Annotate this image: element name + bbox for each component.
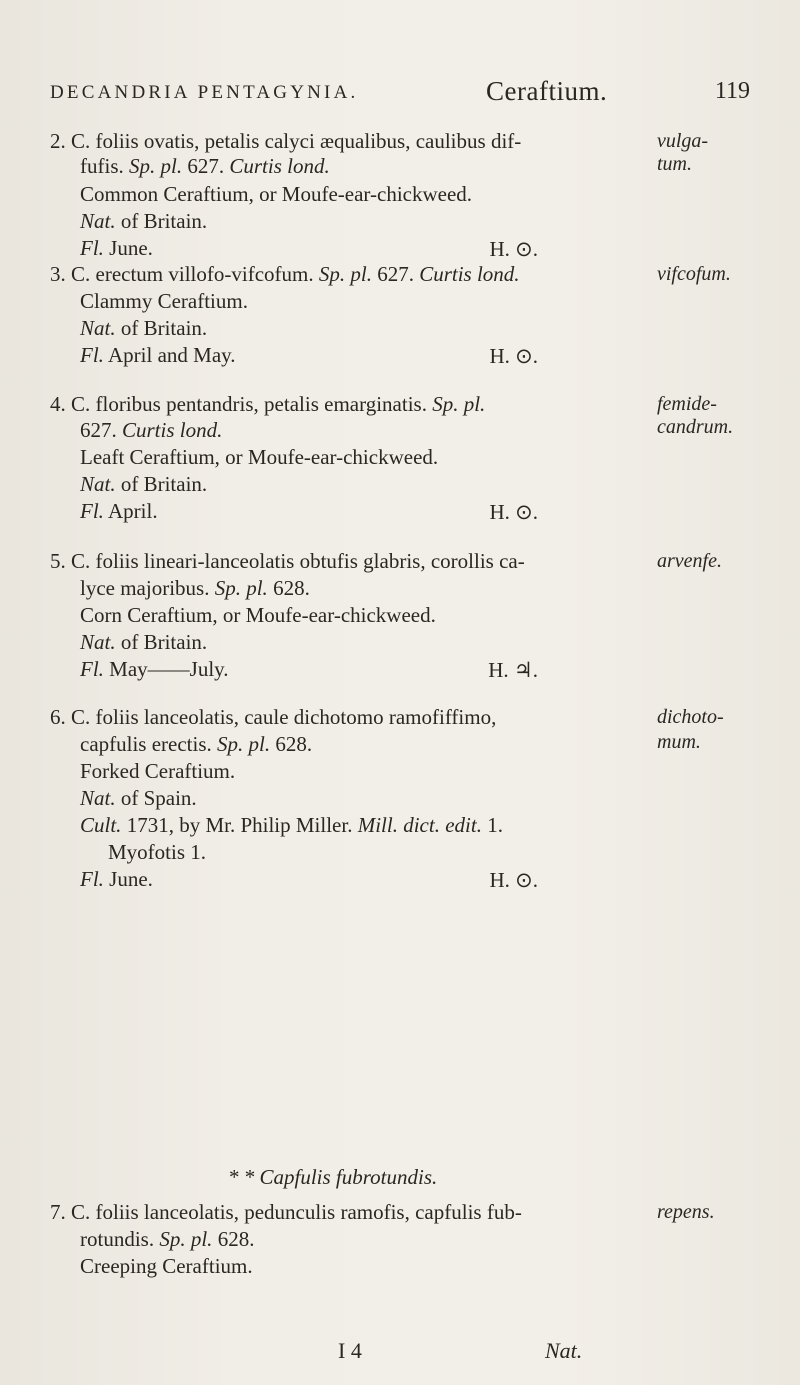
- habit-symbol: H. ⊙.: [489, 500, 538, 524]
- habit-symbol: H. ⊙.: [489, 344, 538, 368]
- entry-line: [80, 575, 310, 601]
- flowering-value: June.: [109, 867, 153, 891]
- native-value: of Britain.: [120, 472, 208, 496]
- cultivation-label: Cult.: [80, 813, 122, 837]
- entry-number: 7.: [50, 1200, 66, 1224]
- common-name: Common Ceraftium, or Moufe-ear-chickweed.: [80, 182, 473, 206]
- catchword: Nat.: [545, 1338, 583, 1363]
- cultivation-value: 1731, by Mr. Philip Miller.: [126, 813, 353, 837]
- species-epithet: candrum.: [657, 416, 734, 438]
- native-line: [80, 208, 207, 234]
- signature-mark: I 4: [338, 1338, 362, 1363]
- reference: Curtis lond.: [419, 262, 520, 286]
- native-line: [80, 785, 197, 811]
- species-epithet: tum.: [657, 153, 692, 175]
- reference: Sp. pl.: [159, 1227, 213, 1251]
- reference-number: 627.: [80, 418, 117, 442]
- native-value: of Britain.: [120, 316, 208, 340]
- synonym: Myofotis 1.: [108, 840, 207, 864]
- entry-line: [50, 391, 485, 417]
- diagnosis-text: capfulis erectis.: [80, 732, 212, 756]
- entry-line: [50, 261, 520, 287]
- flowering-value: May——July.: [109, 657, 229, 681]
- species-epithet: vulga-: [657, 130, 709, 152]
- flowering-line: [80, 498, 158, 524]
- common-name: Corn Ceraftium, or Moufe-ear-chickweed.: [80, 603, 436, 627]
- flowering-label: Fl.: [80, 867, 104, 891]
- native-label: Nat.: [80, 209, 116, 233]
- section-heading: * * Capfulis fubrotundis.: [228, 1165, 438, 1189]
- reference: Sp. pl.: [129, 154, 183, 178]
- reference-number: 1.: [487, 813, 503, 837]
- habit-symbol: H. ♃.: [488, 658, 538, 682]
- native-value: of Britain.: [120, 630, 208, 654]
- entry-line: [80, 417, 222, 443]
- common-name: Leaft Ceraftium, or Moufe-ear-chickweed.: [80, 445, 439, 469]
- entry-number: 2.: [50, 129, 66, 153]
- common-name: Forked Ceraftium.: [80, 759, 236, 783]
- genus-heading: Ceraftium.: [486, 76, 608, 106]
- entry-number: 3.: [50, 262, 66, 286]
- entry-line: [50, 1199, 522, 1225]
- reference-number: 627.: [377, 262, 414, 286]
- flowering-value: April.: [108, 499, 158, 523]
- entry-number: 4.: [50, 392, 66, 416]
- entry-line: [80, 153, 330, 179]
- reference: Sp. pl.: [318, 262, 372, 286]
- diagnosis-text: C. foliis lineari-lanceolatis obtufis glabris, corollis ca-: [71, 549, 525, 573]
- diagnosis-text: C. foliis lanceolatis, caule dichotomo ramofiffimo,: [71, 705, 497, 729]
- running-title: DECANDRIA PENTAGYNIA.: [50, 82, 359, 103]
- entry-number: 5.: [50, 549, 66, 573]
- reference: Sp. pl.: [217, 732, 271, 756]
- diagnosis-text: C. foliis ovatis, petalis calyci æqualibus, caulibus dif-: [71, 129, 522, 153]
- native-label: Nat.: [80, 786, 116, 810]
- entry-line: [80, 1226, 254, 1252]
- reference: Sp. pl.: [432, 392, 486, 416]
- diagnosis-text: fufis.: [80, 154, 124, 178]
- reference-number: 628.: [275, 732, 313, 756]
- entry-line: [50, 704, 496, 730]
- native-line: [80, 471, 207, 497]
- flowering-label: Fl.: [80, 236, 104, 260]
- habit-symbol: H. ⊙.: [489, 237, 538, 261]
- diagnosis-text: lyce majoribus.: [80, 576, 210, 600]
- native-label: Nat.: [80, 630, 116, 654]
- reference: Curtis lond.: [122, 418, 223, 442]
- common-name: Clammy Ceraftium.: [80, 289, 248, 313]
- flowering-label: Fl.: [80, 499, 104, 523]
- species-epithet: arvenfe.: [657, 550, 722, 572]
- native-label: Nat.: [80, 472, 116, 496]
- entry-number: 6.: [50, 705, 66, 729]
- entry-line: [50, 548, 525, 574]
- reference-number: 627.: [187, 154, 225, 178]
- species-epithet: mum.: [657, 731, 701, 753]
- entry-line: [50, 128, 521, 154]
- reference: Sp. pl.: [214, 576, 268, 600]
- flowering-value: April and May.: [108, 343, 236, 367]
- species-epithet: femide-: [657, 393, 717, 415]
- species-epithet: dichoto-: [657, 706, 724, 728]
- flowering-line: [80, 656, 229, 682]
- reference-number: 628.: [273, 576, 310, 600]
- reference-number: 628.: [217, 1227, 255, 1251]
- cultivation-line: [80, 812, 503, 838]
- flowering-line: [80, 235, 153, 261]
- native-value: of Spain.: [120, 786, 197, 810]
- native-line: [80, 315, 207, 341]
- diagnosis-text: C. foliis lanceolatis, pedunculis ramofis, capfulis fub-: [71, 1200, 522, 1224]
- diagnosis-text: rotundis.: [80, 1227, 155, 1251]
- species-epithet: repens.: [657, 1201, 715, 1223]
- species-epithet: vifcofum.: [657, 263, 731, 285]
- diagnosis-text: C. floribus pentandris, petalis emarginatis.: [71, 392, 427, 416]
- common-name: Creeping Ceraftium.: [80, 1254, 253, 1278]
- page-number: 119: [714, 78, 750, 104]
- native-label: Nat.: [80, 316, 116, 340]
- flowering-value: June.: [109, 236, 153, 260]
- entry-line: [80, 731, 312, 757]
- running-header: [50, 76, 750, 110]
- native-value: of Britain.: [120, 209, 208, 233]
- reference: Mill. dict. edit.: [357, 813, 482, 837]
- flowering-line: [80, 342, 236, 368]
- flowering-label: Fl.: [80, 343, 104, 367]
- flowering-label: Fl.: [80, 657, 104, 681]
- flowering-line: [80, 866, 153, 892]
- reference: Curtis lond.: [229, 154, 330, 178]
- habit-symbol: H. ⊙.: [489, 868, 538, 892]
- diagnosis-text: C. erectum villofo-vifcofum.: [71, 262, 314, 286]
- native-line: [80, 629, 207, 655]
